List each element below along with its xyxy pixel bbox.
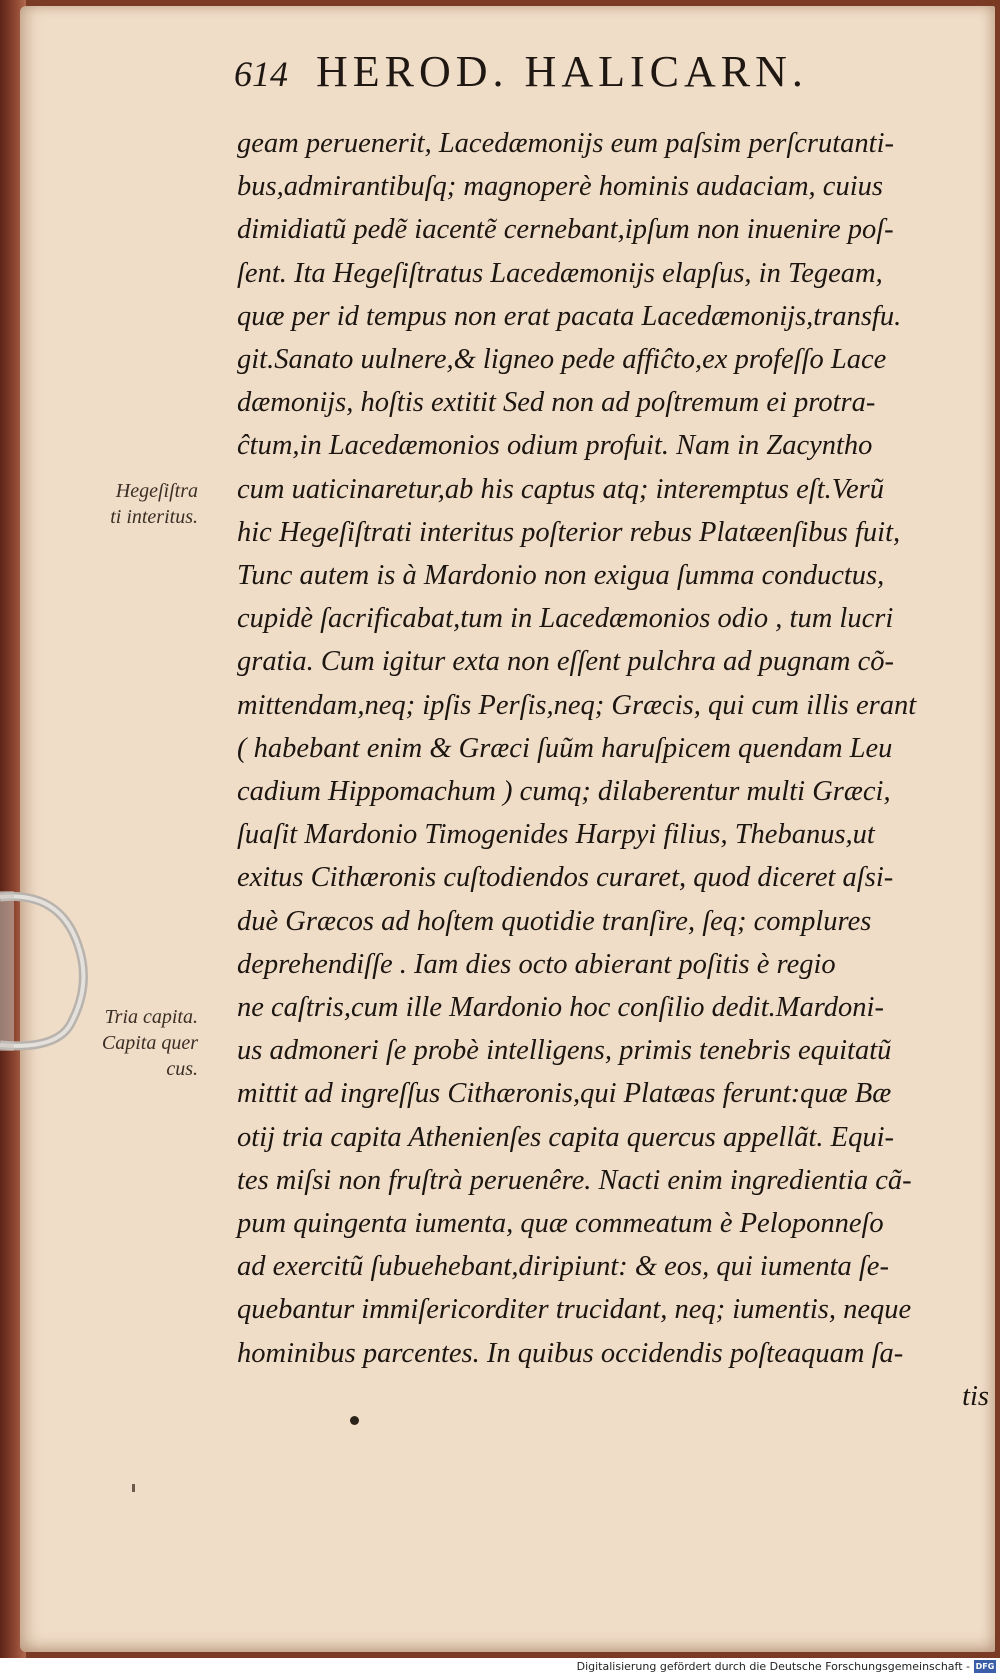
text-line: ſent. Ita Hegeſiſtratus Lacedæmonijs elapſus, in Tegeam, <box>237 257 883 289</box>
marginal-line: Tria capita. <box>104 1006 198 1028</box>
text-line: exitus Cithæronis cuſtodiendos curaret, quod diceret aſsi- <box>237 862 894 894</box>
text-line: pum quingenta iumenta, quæ commeatum è Peloponneſo <box>237 1208 884 1240</box>
text-line: ſuaſit Mardonio Timogenides Harpyi filius, Thebanus,ut <box>237 819 875 851</box>
marginal-line: Capita quer <box>101 1032 198 1054</box>
catchword: tis <box>962 1380 989 1412</box>
paper-speck <box>132 1484 135 1492</box>
running-head <box>234 46 934 116</box>
text-line: ( habebant enim & Græci ſuũm haruſpicem quendam Leu <box>237 732 893 764</box>
text-line: mittit ad ingreſſus Cithæronis,qui Platæas ferunt:quæ Bæ <box>237 1078 892 1110</box>
digitization-credit: Digitalisierung gefördert durch die Deutsche Forschungsgemeinschaft - <box>576 1660 970 1673</box>
text-line: us admoneri ſe probè intelligens, primis tenebris equitatũ <box>237 1035 892 1067</box>
text-line: otij tria capita Athenienſes capita quercus appellãt. Equi- <box>237 1121 894 1153</box>
text-line: cum uaticinaretur,ab his captus atq; interemptus eſt.Verũ <box>237 473 884 505</box>
text-line: cadium Hippomachum ) cumq; dilaberentur multi Græci, <box>237 776 891 808</box>
text-line: quebantur immiſericorditer trucidant, neq; iumentis, neque <box>237 1294 912 1326</box>
marginal-line: ti interitus. <box>110 506 198 528</box>
text-line: gratia. Cum igitur exta non eſſent pulchra ad pugnam cõ- <box>237 646 895 678</box>
text-line: dimidiatũ pedẽ iacentẽ cernebant,ipſum non inuenire poſ- <box>237 214 894 246</box>
text-line: dæmonijs, hoſtis extitit Sed non ad poſtremum ei protra- <box>237 387 876 419</box>
text-line: geam peruenerit, Lacedæmonijs eum paſsim perſcrutanti- <box>237 128 895 159</box>
page-number: 614 <box>234 54 288 94</box>
text-line: ne caſtris,cum ille Mardonio hoc conſilio dedit.Mardoni- <box>237 992 884 1024</box>
page-clip <box>0 885 92 1060</box>
marginal-line: cus. <box>166 1058 198 1080</box>
dfg-logo: DFG <box>975 1662 995 1671</box>
text-line: ad exercitũ ſubuehebant,diripiunt: & eos, qui iumenta ſe- <box>237 1251 889 1283</box>
text-line: mittendam,neq; ipſis Perſis,neq; Græcis, qui cum illis erant <box>237 689 917 721</box>
text-line: duè Græcos ad hoſtem quotidie tranſire, ſeq; complures <box>237 905 872 937</box>
marginal-line: Hegeſiſtra <box>115 480 198 502</box>
book-page <box>20 6 995 1652</box>
text-line: quæ per id tempus non erat pacata Lacedæmonijs,transfu. <box>237 300 902 332</box>
text-line: cupidè ſacrificabat,tum in Lacedæmonios odio , tum lucri <box>237 603 894 635</box>
text-line: git.Sanato uulnere,& ligneo pede affiĉto,ex profeſſo Lace <box>237 344 887 376</box>
text-line: tes miſsi non fruſtrà peruenêre. Nacti enim ingredientia cã- <box>237 1164 912 1196</box>
text-line: hic Hegeſiſtrati interitus poſterior rebus Platæenſibus fuit, <box>237 516 901 548</box>
marginal-note-hegesistrati <box>68 478 198 530</box>
text-line: bus,admirantibuſq; magnoperè hominis audaciam, cuius <box>237 171 883 203</box>
ink-dot <box>350 1416 359 1425</box>
running-title: HEROD. HALICARN. <box>316 47 808 96</box>
text-line: ĉtum,in Lacedæmonios odium profuit. Nam in Zacyntho <box>237 430 873 462</box>
main-text <box>237 122 989 1418</box>
text-line: Tunc autem is à Mardonio non exigua ſumma conductus, <box>237 560 885 592</box>
text-line: deprehendiſſe . Iam dies octo abierant poſitis è regio <box>237 948 836 980</box>
text-line: hominibus parcentes. In quibus occidendis poſteaquam ſa- <box>237 1337 904 1369</box>
